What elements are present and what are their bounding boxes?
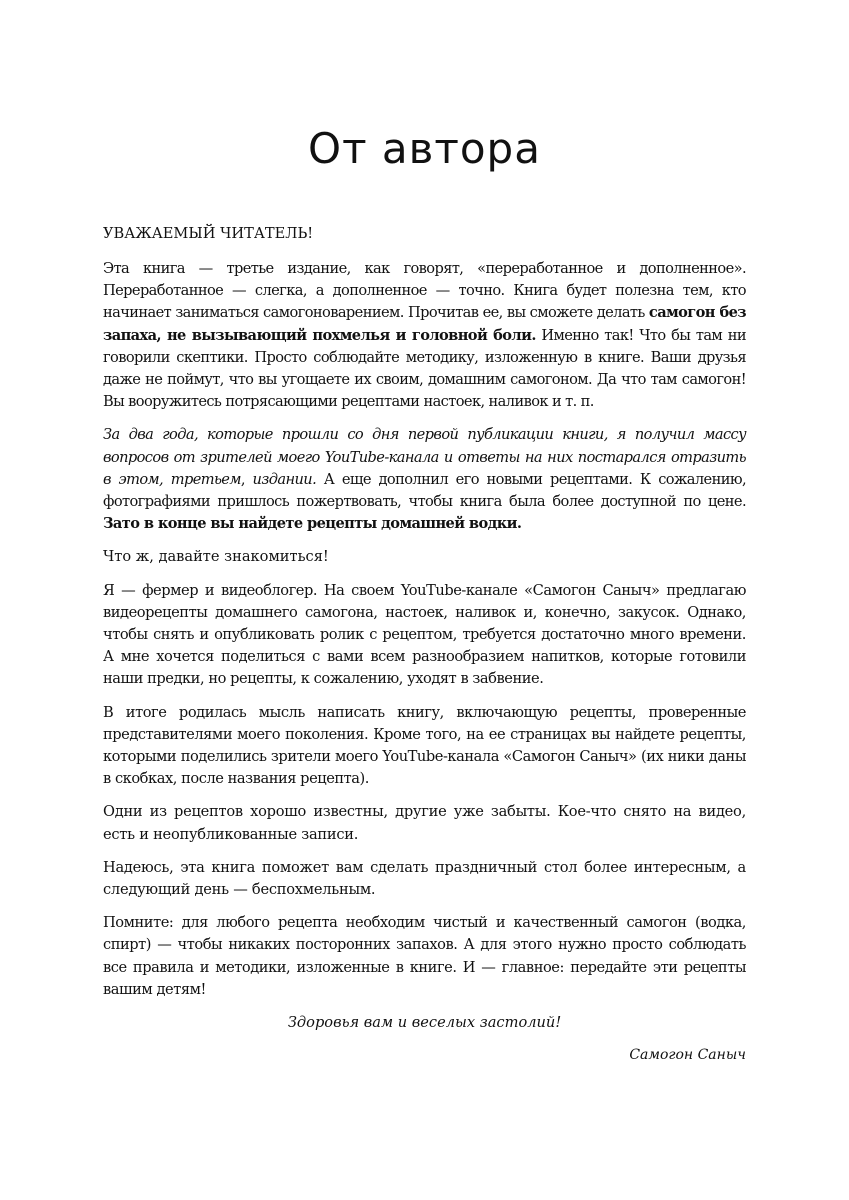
paragraph-about: Я — фермер и видеоблогер. На своем YouTube-канале «Самогон Саныч» предлагаю видеорецепты домашнего самогона, настоек, наливок и, конечно, закусок. Однако, чтобы снять и опубликовать ролик с рецептом, требуется достаточно много времени. А мне хочется поделиться с вами всем разнообразием напитков, которые готовили наши предки, но рецепты, к сожалению, уходят в забвение. (103, 581, 746, 688)
edition-italic-text-2: издании. (252, 470, 317, 488)
edition-comma: , (240, 470, 253, 488)
page-content (103, 118, 746, 1067)
paragraph-hope: Надеюсь, эта книга поможет вам сделать праздничный стол более интересным, а следующий день — беспохмельным. (103, 858, 746, 899)
closing-wish: Здоровья вам и веселых застолий! (287, 1014, 562, 1032)
edition-text: А еще дополнил его новыми рецептами. К сожалению, фотографиями пришлось пожертвовать, чтобы книга была более доступной по цене. (103, 470, 746, 511)
edition-italic-text: За два года, которые прошли со дня первой публикации книги, я получил массу вопросов от зрителей моего YouTube-канала и ответы на них постарался отразить в этом, третьем (103, 426, 746, 488)
intro-text: Эта книга — третье издание, как говорят, «переработанное и дополненное». Переработанное — слегка, а дополненное — точно. Книга будет полезна тем, кто начинает заниматься самогоноварением. Прочитав ее, вы сможете делать (103, 260, 746, 322)
paragraph-reminder: Помните: для любого рецепта необходим чистый и качественный самогон (водка, спирт) — чтобы никаких посторонних запахов. А для этого нужно просто соблюдать все правила и методики, изложенные в книге. И — главное: передайте эти рецепты вашим детям! (103, 914, 746, 998)
paragraph-origin: В итоге родилась мысль написать книгу, включающую рецепты, проверенные представителями моего поколения. Кроме того, на ее страницах вы найдете рецепты, которыми поделились зрители моего YouTube-канала «Самогон Саныч» (их ники даны в скобках, после названия рецепта). (103, 703, 746, 788)
paragraph-recipes: Одни из рецептов хорошо известны, другие уже забыты. Кое-что снято на видео, есть и неопубликованные записи. (103, 803, 746, 843)
page-title: От автора (308, 124, 541, 173)
salutation: УВАЖАЕМЫЙ ЧИТАТЕЛЬ! (103, 225, 314, 242)
paragraph-greeting: Что ж, давайте знакомиться! (103, 548, 329, 566)
edition-bold-text: Зато в конце вы найдете рецепты домашней водки. (103, 515, 522, 533)
paragraph-edition (103, 424, 746, 535)
intro-text-continued: Именно так! Что бы там ни говорили скептики. Просто соблюдайте методику, изложенную в книге. Ваши друзья даже не поймут, что вы угощаете их своим, домашним самогоном. Да что там самогон! Вы вооружитесь потрясающими рецептами настоек, наливок и т. п. (103, 326, 746, 411)
paragraph-intro (103, 258, 746, 413)
author-signature: Самогон Саныч (629, 1047, 746, 1064)
intro-bold-text: самогон без запаха, не вызывающий похмелья и головной боли. (103, 304, 746, 344)
